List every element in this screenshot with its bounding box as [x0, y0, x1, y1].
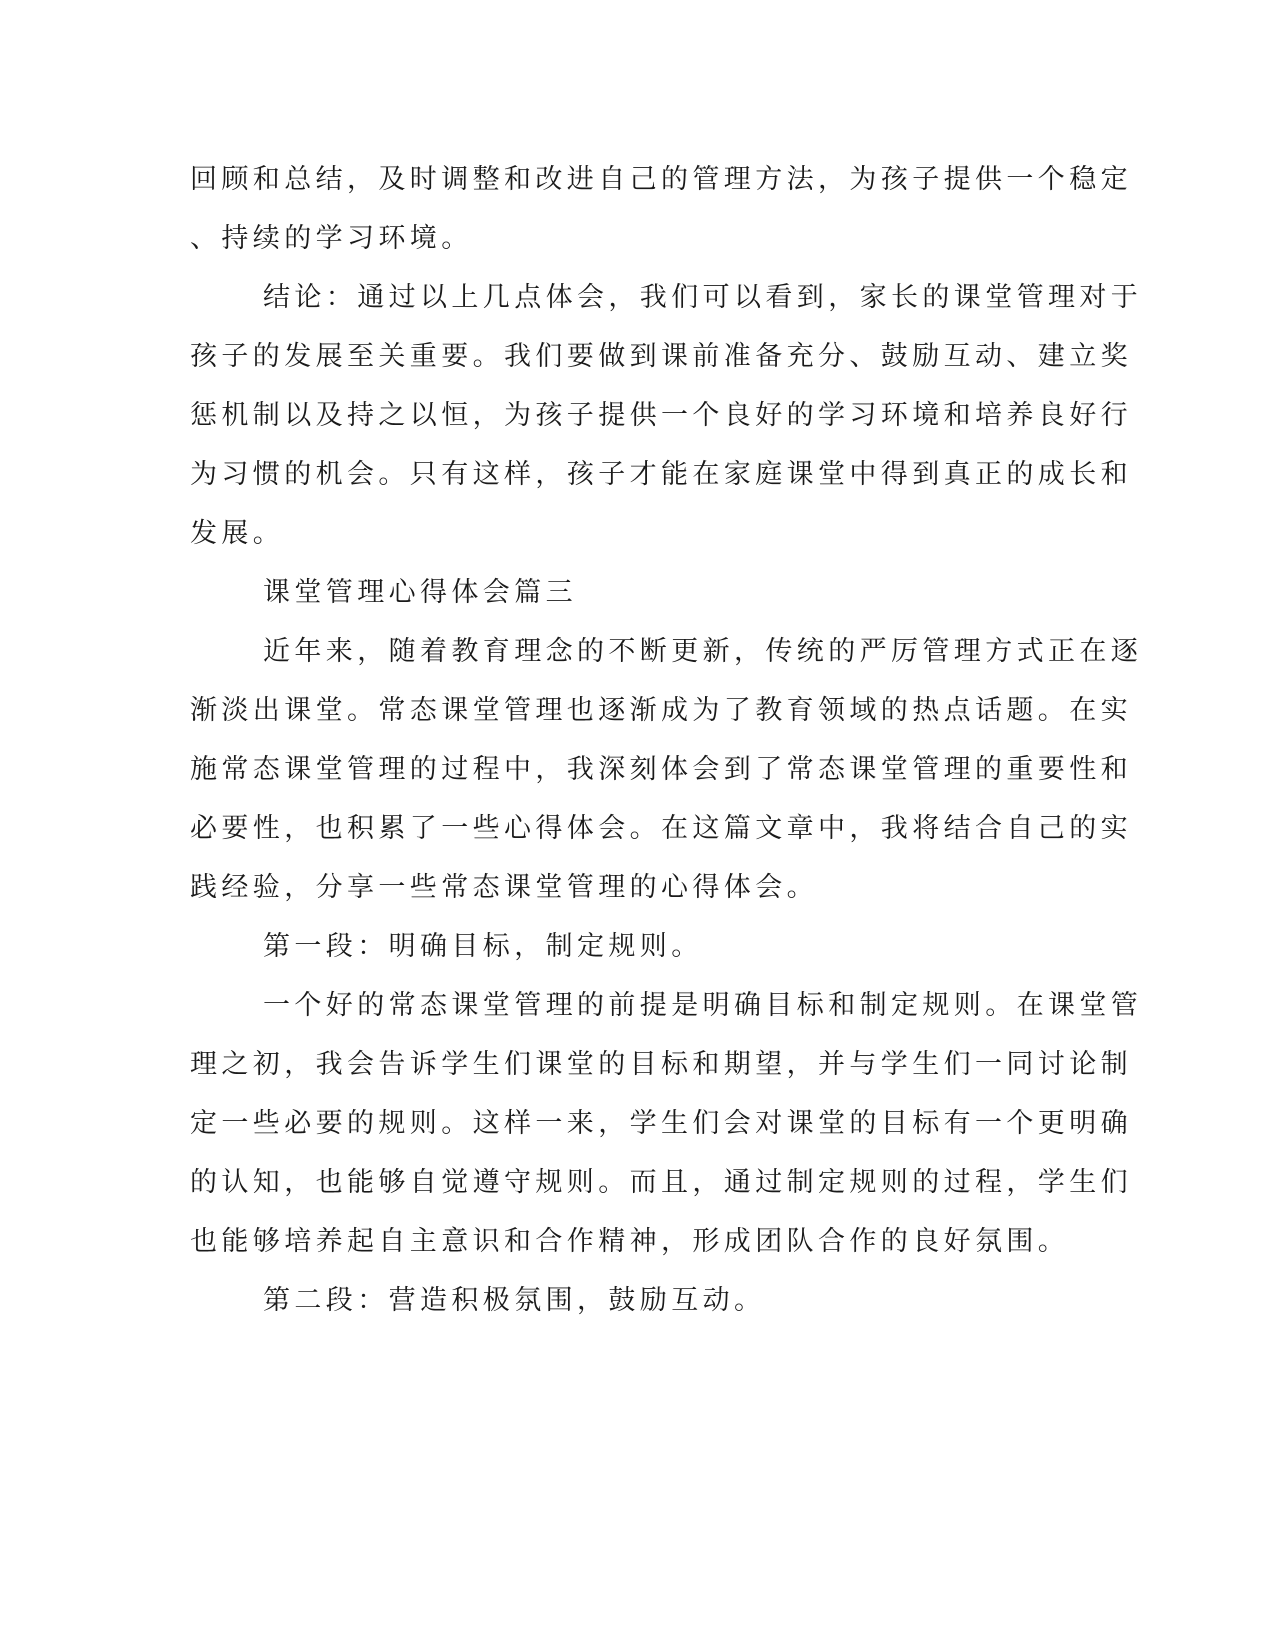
subsection-heading-2: 第二段：营造积极氛围，鼓励互动。	[263, 1285, 766, 1316]
text-line: 必要性，也积累了一些心得体会。在这篇文章中，我将结合自己的实	[190, 813, 1132, 844]
text-line: 回顾和总结，及时调整和改进自己的管理方法，为孩子提供一个稳定	[190, 164, 1132, 195]
text-line: 发展。	[190, 518, 285, 549]
text-line: 、持续的学习环境。	[190, 223, 473, 254]
text-line: 践经验，分享一些常态课堂管理的心得体会。	[190, 872, 818, 903]
text-line: 定一些必要的规则。这样一来，学生们会对课堂的目标有一个更明确	[190, 1108, 1132, 1139]
text-line: 孩子的发展至关重要。我们要做到课前准备充分、鼓励互动、建立奖	[190, 341, 1132, 372]
section-heading: 课堂管理心得体会篇三	[263, 577, 577, 608]
paragraph-conclusion-first-line: 结论：通过以上几点体会，我们可以看到，家长的课堂管理对于	[263, 282, 1143, 313]
text-line: 施常态课堂管理的过程中，我深刻体会到了常态课堂管理的重要性和	[190, 754, 1132, 785]
text-line: 渐淡出课堂。常态课堂管理也逐渐成为了教育领域的热点话题。在实	[190, 695, 1132, 726]
text-line: 的认知，也能够自觉遵守规则。而且，通过制定规则的过程，学生们	[190, 1167, 1132, 1198]
subsection-heading-1: 第一段：明确目标，制定规则。	[263, 931, 703, 962]
text-line: 也能够培养起自主意识和合作精神，形成团队合作的良好氛围。	[190, 1226, 1070, 1257]
paragraph-section1-first-line: 一个好的常态课堂管理的前提是明确目标和制定规则。在课堂管	[263, 990, 1143, 1021]
text-line: 理之初，我会告诉学生们课堂的目标和期望，并与学生们一同讨论制	[190, 1049, 1132, 1080]
text-line: 为习惯的机会。只有这样，孩子才能在家庭课堂中得到真正的成长和	[190, 459, 1132, 490]
text-line: 惩机制以及持之以恒，为孩子提供一个良好的学习环境和培养良好行	[190, 400, 1132, 431]
paragraph-intro-first-line: 近年来，随着教育理念的不断更新，传统的严厉管理方式正在逐	[263, 636, 1143, 667]
